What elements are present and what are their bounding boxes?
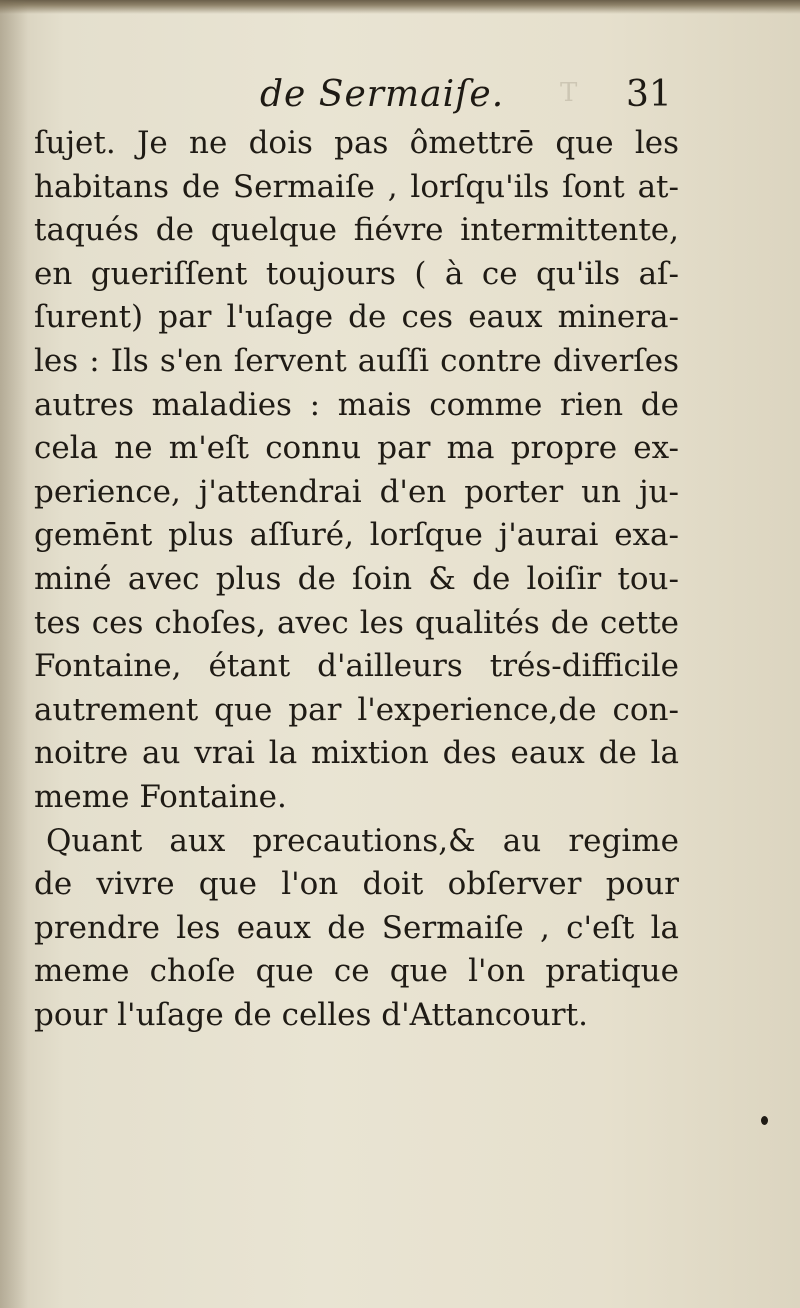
ink-spot [761, 1116, 768, 1125]
text-line: en gueriſſent toujours ( à ce qu'ils aſ- [34, 255, 679, 292]
text-line: pour l'uſage de celles d'Attancourt. [34, 996, 588, 1033]
text-line: noitre au vrai la mixtion des eaux de la [34, 735, 679, 772]
text-line: taqués de quelque fiévre intermittente, [34, 212, 679, 249]
show-through-area [80, 1040, 720, 1210]
text-line: perience, j'attendrai d'en porter un ju- [34, 473, 679, 510]
text-line: Fontaine, étant d'ailleurs trés-difficile [34, 648, 679, 685]
text-line: prendre les eaux de Sermaiſe , c'eſt la [34, 909, 679, 946]
text-line: autres maladies : mais comme rien de [34, 386, 679, 423]
text-line: Quant aux precautions,& au regime [46, 822, 679, 859]
text-line: tes ces choſes, avec les qualités de cette [34, 604, 679, 641]
text-line: meme Fontaine. [34, 778, 287, 815]
text-line: gemēnt plus aſſuré, lorſque j'aurai exa- [34, 517, 679, 554]
text-line: ſujet. Je ne dois pas ômettrē que les [34, 125, 679, 161]
text-line: autrement que par l'experience,de con- [34, 691, 679, 728]
text-line: miné avec plus de ſoin & de loiſir tou- [34, 560, 679, 597]
show-through-text: T [560, 78, 578, 108]
text-line: de vivre que l'on doit obſerver pour [34, 866, 679, 903]
gutter-shadow [0, 0, 28, 1308]
body-text [34, 122, 679, 1037]
text-line: les : Ils s'en ſervent auſſi contre diverſes [34, 342, 679, 379]
text-line: meme choſe que ce que l'on pratique [34, 953, 679, 990]
text-line: habitans de Sermaiſe , lorſqu'ils ſont at- [34, 168, 679, 205]
text-line: cela ne m'eſt connu par ma propre ex- [34, 430, 679, 467]
running-title: de Sermaiſe. [260, 74, 505, 115]
page-number: 31 [626, 74, 672, 115]
text-line: ſurent) par l'uſage de ces eaux minera- [34, 299, 679, 336]
page-top-edge [0, 0, 800, 14]
